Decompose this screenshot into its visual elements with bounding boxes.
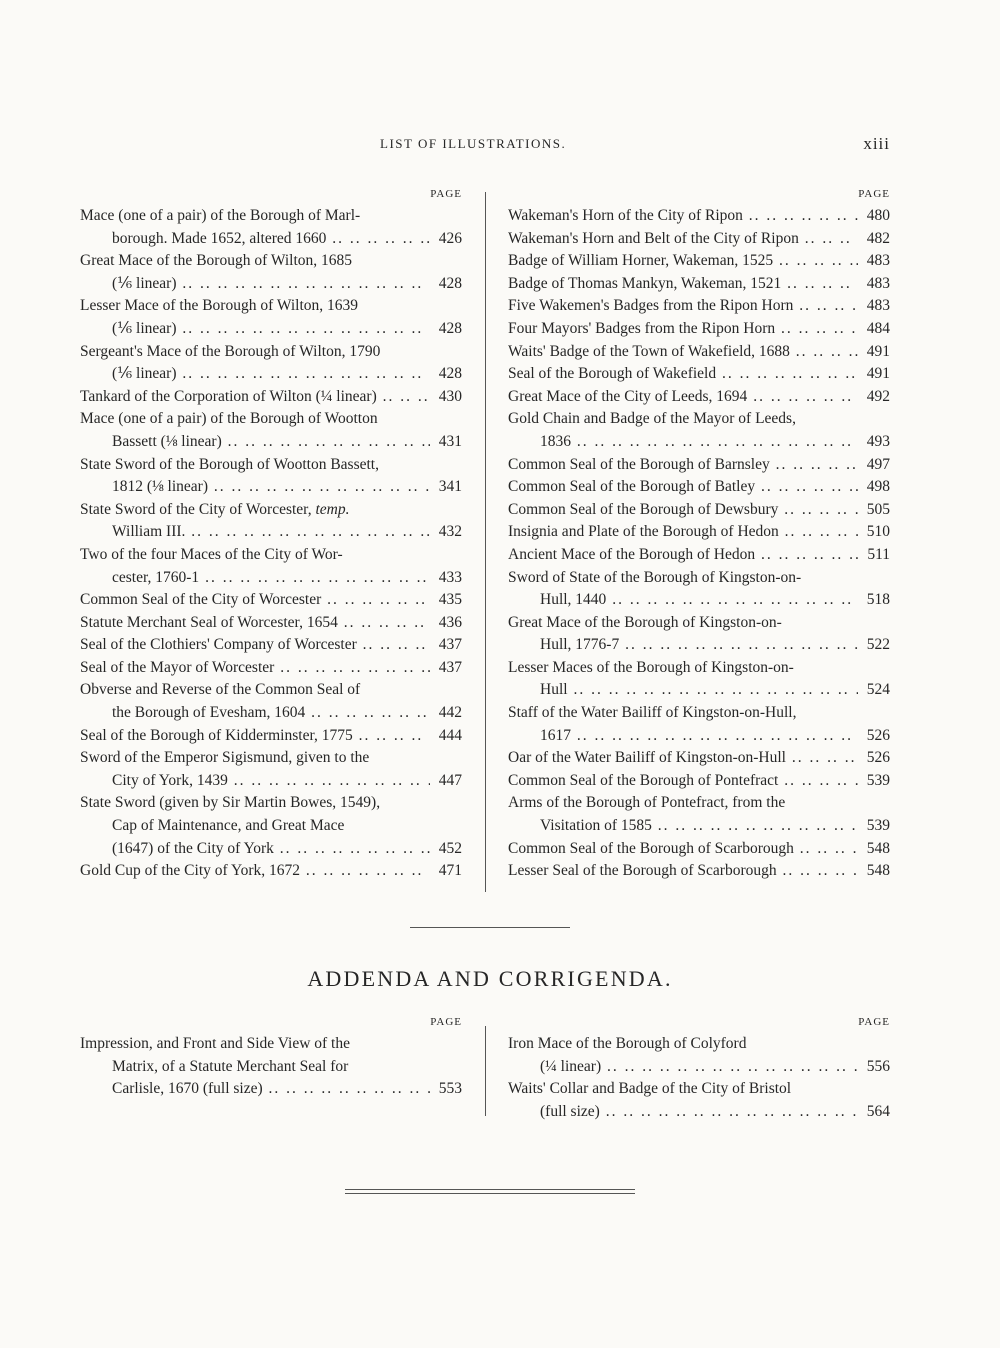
entry-title-line: Impression, and Front and Side View of the	[80, 1035, 350, 1052]
folio-page-number: xiii	[863, 134, 890, 153]
entry-title-line: William III. .. ..	[112, 521, 430, 544]
entry-title-line: Oar of the Water Bailiff of Kingston-on-Hull .. ..	[508, 747, 858, 770]
entry-title-line: Great Mace of the City of Leeds, 1694 .. ..	[508, 386, 858, 409]
entry-page-number: 548	[866, 839, 890, 857]
entry-title-line: Lesser Maces of the Borough of Kingston-on-	[508, 658, 794, 676]
entry-page-number: 480	[866, 207, 890, 224]
entry-page-number: 526	[866, 726, 890, 744]
entry-title-line: Seal of the Mayor of Worcester .. ..	[80, 657, 430, 680]
page-column-heading: PAGE	[858, 188, 890, 200]
illustration-entry	[508, 250, 890, 273]
entry-page-number: 510	[866, 523, 890, 541]
entry-title-line: Sword of State of the Borough of Kingston-on-	[508, 568, 802, 586]
entry-title-line: 1617 .. ..	[540, 725, 858, 748]
entry-page-number: 539	[866, 771, 890, 789]
illustration-entry	[80, 499, 462, 544]
entry-title-line: Seal of the Borough of Kidderminster, 1775 .. ..	[80, 725, 430, 748]
entry-title-line: Sergeant's Mace of the Borough of Wilton, 1790	[80, 342, 381, 360]
addenda-title: ADDENDA AND CORRIGENDA.	[307, 966, 673, 991]
entry-title-line: State Sword (given by Sir Martin Bowes, 1549),	[80, 794, 381, 812]
entry-title-line: Badge of William Horner, Wakeman, 1525 .. ..	[508, 250, 858, 273]
entry-page-number: 483	[866, 297, 890, 315]
entry-page-number: 491	[866, 365, 890, 383]
page-column-heading: PAGE	[430, 1016, 462, 1028]
entry-title-line: Staff of the Water Bailiff of Kingston-on-Hull,	[508, 704, 797, 722]
entry-title-line: (⅙ linear) .. ..	[112, 363, 430, 386]
entry-title-line: Gold Cup of the City of York, 1672 .. ..	[80, 860, 430, 883]
illustration-entry	[80, 747, 462, 792]
section-divider	[410, 927, 570, 928]
illustration-entry	[508, 273, 890, 296]
entry-page-number: 437	[438, 658, 462, 676]
illustration-entry	[508, 770, 890, 793]
illustration-entry	[80, 589, 462, 612]
illustration-entry	[508, 318, 890, 341]
entry-page-number: 341	[438, 478, 462, 496]
entry-page-number: 483	[866, 252, 890, 270]
entry-title-line: Sword of the Emperor Sigismund, given to the	[80, 749, 370, 767]
entry-page-number: 518	[866, 591, 890, 609]
illustration-entry	[80, 454, 462, 499]
entry-title-line: Hull, 1440 .. ..	[540, 589, 858, 612]
entry-title-line: Waits' Collar and Badge of the City of Bristol	[508, 1080, 792, 1098]
entry-page-number: 433	[438, 568, 462, 586]
illustration-entry	[508, 341, 890, 364]
illustration-entry	[508, 1078, 890, 1123]
entry-page-number: 484	[866, 319, 890, 337]
column-divider	[485, 192, 486, 892]
bottom-double-rule	[345, 1193, 635, 1194]
entry-title-line: the Borough of Evesham, 1604 .. ..	[112, 702, 430, 725]
illustration-entry	[508, 747, 890, 770]
entry-title-line: (¼ linear) .. ..	[540, 1056, 858, 1079]
entry-title-line: Matrix, of a Statute Merchant Seal for	[112, 1057, 349, 1075]
entry-page-number: 426	[438, 229, 462, 247]
entry-title-line: Obverse and Reverse of the Common Seal of	[80, 681, 361, 699]
entry-title-line: Common Seal of the Borough of Batley .. ..	[508, 476, 858, 499]
bottom-double-rule	[345, 1189, 635, 1190]
entry-title-line: Tankard of the Corporation of Wilton (¼ linear) .. ..	[80, 386, 430, 409]
entry-title-line: Common Seal of the Borough of Scarborough .. ..	[508, 838, 858, 861]
entry-page-number: 483	[866, 274, 890, 292]
illustrations-left-column	[80, 188, 462, 883]
illustration-entry	[508, 454, 890, 477]
entry-page-number: 471	[438, 862, 462, 880]
entry-page-number: 447	[438, 771, 462, 789]
illustration-entry	[508, 386, 890, 409]
entry-title-line: Gold Chain and Badge of the Mayor of Leeds,	[508, 410, 796, 428]
illustration-entry	[508, 1033, 890, 1078]
addenda-right-column	[508, 1016, 890, 1123]
entry-page-number: 437	[438, 636, 462, 654]
entry-title-line: Arms of the Borough of Pontefract, from the	[508, 794, 786, 812]
illustration-entry	[508, 838, 890, 861]
entry-page-number: 428	[438, 365, 462, 383]
page-column-heading: PAGE	[430, 188, 462, 200]
entry-title-line: Cap of Maintenance, and Great Mace	[112, 817, 345, 835]
entry-page-number: 431	[438, 432, 462, 450]
entry-title-line: State Sword of the City of Worcester, temp.	[80, 500, 350, 518]
entry-page-number: 428	[438, 274, 462, 292]
entry-page-number: 428	[438, 319, 462, 337]
entry-title-line: Ancient Mace of the Borough of Hedon .. ..	[508, 544, 858, 567]
entry-title-line: Lesser Seal of the Borough of Scarborough .. ..	[508, 860, 858, 883]
illustration-entry	[80, 612, 462, 635]
illustration-entry	[80, 386, 462, 409]
running-header	[80, 136, 890, 156]
entry-title-line: Iron Mace of the Borough of Colyford	[508, 1035, 747, 1052]
entry-title-line: borough. Made 1652, altered 1660 .. ..	[112, 228, 430, 251]
illustration-entry	[508, 567, 890, 612]
entry-page-number: 522	[866, 636, 890, 654]
entry-page-number: 526	[866, 749, 890, 767]
entry-page-number: 505	[866, 500, 890, 518]
entry-title-line: 1836 .. ..	[540, 431, 858, 454]
entry-title-line: Common Seal of the City of Worcester .. ..	[80, 589, 430, 612]
entry-title-line: Wakeman's Horn and Belt of the City of Ripon .. ..	[508, 228, 858, 251]
entry-page-number: 493	[866, 432, 890, 450]
illustration-entry	[80, 860, 462, 883]
illustration-entry	[508, 295, 890, 318]
illustration-entry	[508, 657, 890, 702]
illustration-entry	[508, 476, 890, 499]
illustration-entry	[508, 408, 890, 453]
entry-title-line: 1812 (⅛ linear) .. ..	[112, 476, 430, 499]
entry-title-line: Bassett (⅛ linear) .. ..	[112, 431, 430, 454]
entry-page-number: 524	[866, 681, 890, 699]
entry-page-number: 435	[438, 591, 462, 609]
illustration-entry	[508, 544, 890, 567]
entry-page-number: 430	[438, 387, 462, 405]
entry-page-number: 442	[438, 704, 462, 722]
entry-title-line: Lesser Mace of the Borough of Wilton, 1639	[80, 297, 359, 315]
illustration-entry	[508, 702, 890, 747]
entry-page-number: 564	[866, 1102, 890, 1120]
running-title: LIST OF ILLUSTRATIONS.	[380, 136, 567, 151]
illustration-entry	[80, 679, 462, 724]
entry-title-line: Carlisle, 1670 (full size) .. ..	[112, 1078, 430, 1101]
entry-page-number: 436	[438, 613, 462, 631]
addenda-left-column	[80, 1016, 462, 1101]
entry-title-line: Hull .. ..	[540, 679, 858, 702]
page-column-heading: PAGE	[858, 1016, 890, 1028]
illustration-entry	[508, 612, 890, 657]
illustration-entry	[508, 792, 890, 837]
entry-page-number: 432	[438, 523, 462, 541]
entry-title-line: Mace (one of a pair) of the Borough of Marl-	[80, 207, 361, 224]
entry-title-line: Two of the four Maces of the City of Wor-	[80, 545, 343, 563]
entry-page-number: 556	[866, 1057, 890, 1075]
illustration-entry	[80, 295, 462, 340]
entry-title-line: Common Seal of the Borough of Barnsley .. ..	[508, 454, 858, 477]
illustration-entry	[80, 634, 462, 657]
entry-page-number: 492	[866, 387, 890, 405]
entry-page-number: 539	[866, 817, 890, 835]
entry-title-line: Insignia and Plate of the Borough of Hedon .. ..	[508, 521, 858, 544]
illustration-entry	[80, 725, 462, 748]
entry-page-number: 511	[867, 545, 890, 563]
entry-title-line: Common Seal of the Borough of Pontefract .. ..	[508, 770, 858, 793]
entry-title-line: City of York, 1439 .. ..	[112, 770, 430, 793]
illustration-entry	[80, 341, 462, 386]
entry-title-line: Waits' Badge of the Town of Wakefield, 1688 .. ..	[508, 341, 858, 364]
entry-title-line: cester, 1760-1 .. ..	[112, 567, 430, 590]
entry-title-line: Statute Merchant Seal of Worcester, 1654 .. ..	[80, 612, 430, 635]
entry-title-line: (full size) .. ..	[540, 1101, 858, 1124]
illustration-entry	[508, 860, 890, 883]
entry-title-line: (1647) of the City of York .. ..	[112, 838, 430, 861]
entry-title-line: State Sword of the Borough of Wootton Bassett,	[80, 455, 379, 473]
illustrations-right-column	[508, 188, 890, 883]
illustration-entry	[508, 499, 890, 522]
entry-title-line: Wakeman's Horn of the City of Ripon .. ..	[508, 205, 858, 228]
illustration-entry	[80, 408, 462, 453]
illustration-entry	[80, 792, 462, 860]
entry-page-number: 548	[866, 862, 890, 880]
illustration-entry	[80, 1033, 462, 1101]
entry-title-line: (⅙ linear) .. ..	[112, 318, 430, 341]
entry-page-number: 498	[866, 478, 890, 496]
illustration-entry	[80, 250, 462, 295]
entry-title-line: Great Mace of the Borough of Kingston-on-	[508, 613, 782, 631]
entry-page-number: 452	[438, 839, 462, 857]
entry-title-line: Mace (one of a pair) of the Borough of Wootton	[80, 410, 378, 428]
entry-title-line: Badge of Thomas Mankyn, Wakeman, 1521 .. ..	[508, 273, 858, 296]
entry-title-line: Great Mace of the Borough of Wilton, 1685	[80, 252, 352, 270]
entry-title-line: Seal of the Clothiers' Company of Worcester .. ..	[80, 634, 430, 657]
illustration-entry	[80, 657, 462, 680]
illustration-entry	[508, 228, 890, 251]
entry-title-line: Seal of the Borough of Wakefield .. ..	[508, 363, 858, 386]
entry-page-number: 497	[866, 455, 890, 473]
entry-page-number: 491	[866, 342, 890, 360]
illustration-entry	[508, 521, 890, 544]
entry-title-line: Four Mayors' Badges from the Ripon Horn .. ..	[508, 318, 858, 341]
entry-page-number: 482	[866, 229, 890, 247]
entry-title-line: Five Wakemen's Badges from the Ripon Horn .. ..	[508, 295, 858, 318]
illustration-entry	[508, 205, 890, 228]
entry-page-number: 444	[438, 726, 462, 744]
entry-title-line: Visitation of 1585 .. ..	[540, 815, 858, 838]
entry-title-line: Hull, 1776-7 .. ..	[540, 634, 858, 657]
illustration-entry	[80, 544, 462, 589]
column-divider	[485, 1026, 486, 1116]
entry-title-line: (⅙ linear) .. ..	[112, 273, 430, 296]
entry-title-line: Common Seal of the Borough of Dewsbury .. ..	[508, 499, 858, 522]
entry-page-number: 553	[438, 1080, 462, 1098]
illustration-entry	[508, 363, 890, 386]
illustration-entry	[80, 205, 462, 250]
